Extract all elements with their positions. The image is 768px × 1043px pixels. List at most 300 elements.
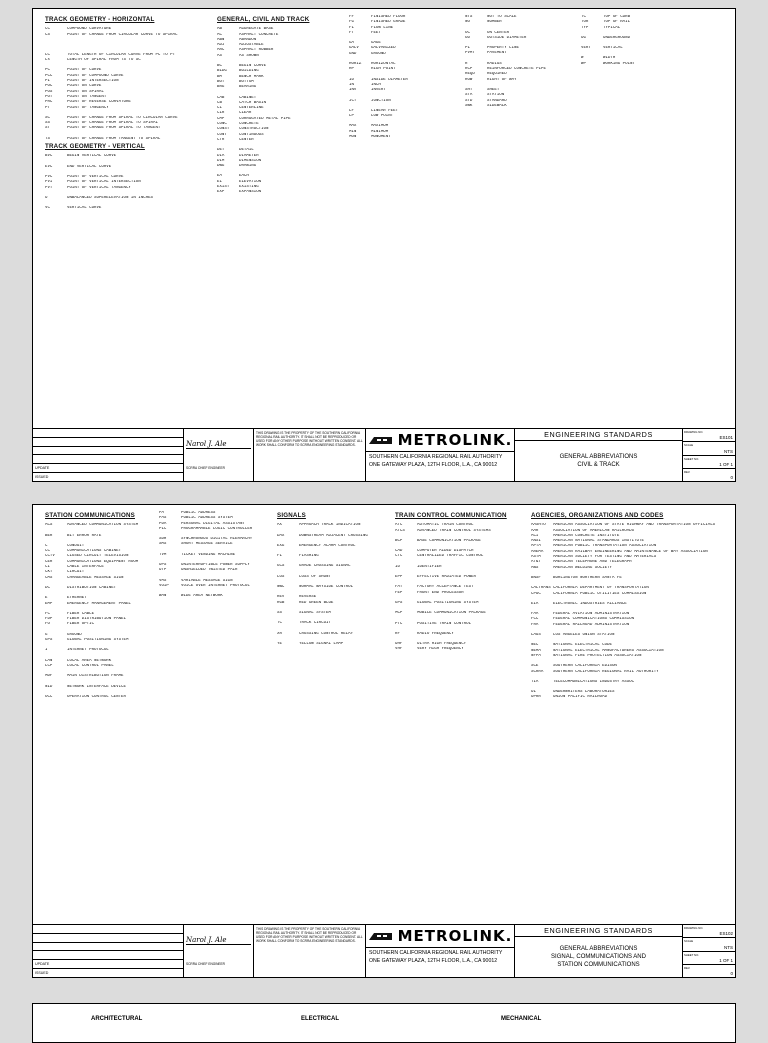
abbreviation-code: CLR <box>217 111 225 116</box>
abbreviation-code: AREMA <box>531 549 544 554</box>
abbreviation-row <box>349 135 461 140</box>
abbreviation-definition: EMERGENCY ALARM CONTROL <box>299 543 356 548</box>
abbreviation-code: EXP <box>217 190 225 195</box>
abbreviation-definition: AMERICAN RAILWAY ENGINEERING AND MAINTENANCE OF WAY ASSOCIATION <box>553 549 708 554</box>
abbreviation-code: LCP <box>45 663 53 668</box>
abbreviation-definition: VOICE OVER INTERNET PROTOCOL <box>181 583 250 588</box>
authority-name: SOUTHERN CALIFORNIA REGIONAL RAIL AUTHORITY <box>369 454 503 460</box>
abbreviation-code: OCC <box>45 694 53 699</box>
abbreviation-code: DIM <box>217 158 225 163</box>
signature-caption: SCRRA CHIEF ENGINEER <box>186 466 225 471</box>
abbreviation-definition: AMERICAN CONCRETE INSTITUTE <box>553 533 620 538</box>
abbreviation-code: ATCS <box>395 528 405 533</box>
abbreviation-code: EPP <box>395 575 403 580</box>
abbreviation-code: NEMA <box>531 648 541 653</box>
abbreviation-code: FCC <box>531 617 539 622</box>
abbreviation-code: FL <box>277 554 282 559</box>
abbreviation-code: AX <box>277 523 282 528</box>
abbreviation-definition: TOP OF RAIL <box>603 20 631 25</box>
abbreviation-code: EXG <box>277 543 285 548</box>
abbreviation-code: WP <box>581 61 586 66</box>
abbreviation-row <box>349 99 461 104</box>
drawing-number: ES101 <box>719 435 733 441</box>
abbreviation-code: G <box>45 632 48 637</box>
abbreviation-row <box>45 602 155 607</box>
abbreviation-row <box>531 566 727 571</box>
abbreviation-definition: SOUTHERN CALIFORNIA EDISON <box>553 664 617 669</box>
meta-label: DRAWING NO. <box>684 926 704 930</box>
abbreviation-code: ATC <box>395 523 403 528</box>
abbreviation-code: EMP <box>45 601 53 606</box>
abbreviation-row <box>349 52 461 57</box>
abbreviation-code: ANSI <box>531 539 541 544</box>
section-heading: STATION COMMUNICATIONS <box>45 512 135 519</box>
abbreviation-definition: IDENTIFIER <box>417 564 442 569</box>
sheet-of: 1 OF 1 <box>719 957 733 963</box>
abbreviation-row <box>159 584 271 589</box>
abbreviation-definition: POINT OF VERTICAL TANGENCY <box>67 185 131 190</box>
abbreviation-definition: NATIONAL FIRE PROTECTION ASSOCIATION <box>553 653 642 658</box>
drawing-number: ES102 <box>719 931 733 937</box>
abbreviation-code: NO <box>465 20 470 25</box>
abbreviation-definition: PROGRAMMABLE LOGIC CONTROLLER <box>181 526 253 531</box>
revision-line: UPDATE <box>33 464 183 473</box>
column-agencies-organizations-codes <box>531 511 727 701</box>
abbreviation-definition: SHORT MESSAGE SERVICE <box>181 542 233 547</box>
abbreviation-code: ABN <box>217 37 225 42</box>
abbreviation-code: FAT <box>395 585 403 590</box>
standards-label: ENGINEERING STANDARDS <box>515 429 682 441</box>
abbreviation-code: SS <box>45 121 50 126</box>
abbreviation-code: STA <box>465 93 473 98</box>
abbreviation-code: ID <box>395 564 400 569</box>
abbreviation-code: NTS <box>465 15 473 19</box>
revision-line <box>33 951 183 960</box>
abbreviation-code: DC <box>45 585 50 590</box>
abbreviation-definition: APPROACH TRACK INDICATION <box>299 523 361 528</box>
abbreviation-code: VERT <box>581 46 591 51</box>
abbreviation-definition: FIBER CABLE <box>67 611 95 616</box>
abbreviation-code: APTA <box>531 544 541 549</box>
abbreviation-row <box>277 523 389 528</box>
signature-block <box>184 429 254 481</box>
abbreviation-definition: OPERATION CONTROL CENTER <box>67 694 126 699</box>
abbreviation-code: BOT <box>217 79 225 84</box>
abbreviation-row <box>465 104 575 109</box>
abbreviation-code: POC <box>45 84 53 89</box>
heading-electrical: ELECTRICAL <box>301 1016 339 1022</box>
abbreviation-definition: FACTORY ACCEPTANCE TEST <box>417 585 474 590</box>
abbreviation-code: TVM <box>159 552 167 557</box>
abbreviation-code: UHF <box>395 642 403 647</box>
abbreviation-code: CMP <box>217 116 225 121</box>
abbreviation-definition: POINT OF VERTICAL INTERSECTION <box>67 180 141 185</box>
sheet-meta <box>683 429 735 481</box>
abbreviation-code: CL <box>217 106 222 111</box>
abbreviation-definition: RIGHT OF WAY <box>487 77 517 82</box>
abbreviation-definition: CENTER <box>239 137 254 142</box>
abbreviation-code: HP <box>349 67 354 72</box>
abbreviation-code: ACS <box>45 523 53 528</box>
abbreviation-code: PI <box>45 79 50 84</box>
abbreviation-code: GND <box>349 51 357 56</box>
abbreviation-code: PT <box>45 105 50 110</box>
abbreviation-definition: RADIO FREQUENCY <box>417 631 454 636</box>
abbreviation-definition: CENTRALIZED TRAFFIC CONTROL <box>417 554 484 559</box>
abbreviation-code: JCT <box>349 98 357 103</box>
abbreviation-row <box>465 20 575 25</box>
abbreviation-definition: POINT OF CHANGE FROM CIRCULAR CURVE TO SPIRAL <box>67 32 178 37</box>
abbreviation-code: SHT <box>465 87 473 92</box>
title-block <box>33 428 735 481</box>
abbreviation-definition: POINT OF CHANGE FROM SPIRAL TO CIRCULAR CURVE <box>67 115 178 120</box>
abbreviation-code: E <box>45 596 48 601</box>
abbreviation-definition: VERY HIGH FREQUENCY <box>417 647 464 652</box>
abbreviation-definition: INCH <box>371 82 381 87</box>
meta-label: DRAWING NO. <box>684 430 704 434</box>
abbreviation-code: BLDG <box>217 69 227 74</box>
abbreviation-code: ARC <box>217 48 225 53</box>
abbreviation-code: IN <box>349 82 354 87</box>
abbreviation-row <box>45 534 155 539</box>
abbreviation-code: CPUC <box>531 591 541 596</box>
abbreviation-code: UTP <box>159 568 167 573</box>
abbreviation-definition: ELECTRONIC INDUSTRIES ALLIANCE <box>553 601 627 606</box>
abbreviation-definition: CONTINUOUS <box>239 132 264 137</box>
abbreviation-code: PC <box>45 68 50 73</box>
abbreviation-definition: GALVANIZED <box>371 46 396 51</box>
abbreviation-definition: TOTAL LENGTH OF CIRCULAR CURVE FROM PC TO PT <box>67 52 176 57</box>
abbreviation-row <box>277 534 389 539</box>
abbreviation-row <box>45 674 155 679</box>
abbreviation-code: CKT <box>45 570 53 575</box>
abbreviation-code: CER <box>45 559 53 564</box>
sheet-meta <box>683 925 735 977</box>
abbreviation-definition: BENCH MARK <box>239 74 264 79</box>
abbreviation-code: TS <box>45 136 50 141</box>
abbreviation-code: AC <box>217 32 222 37</box>
abbreviation-row <box>45 106 211 111</box>
abbreviation-code: GCS <box>277 564 285 569</box>
abbreviation-row <box>45 664 155 669</box>
heading-architectural: ARCHITECTURAL <box>91 1016 143 1022</box>
abbreviation-definition: LINEAR FEET <box>371 108 399 113</box>
abbreviation-code: RGB <box>277 600 285 605</box>
scale-value: NTS <box>724 944 733 950</box>
sheet-title-line: STATION COMMUNICATIONS <box>557 962 640 968</box>
abbreviation-definition: GAGE <box>371 41 381 46</box>
column-station-communications <box>45 511 155 700</box>
abbreviation-row <box>277 642 389 647</box>
abbreviation-definition: BEGIN CURVE <box>239 64 267 69</box>
abbreviation-row <box>277 611 389 616</box>
section-heading: TRACK GEOMETRY - VERTICAL <box>45 143 145 151</box>
abbreviation-code: LP <box>349 114 354 119</box>
abbreviation-definition: YELLOW SIGNAL LAMP <box>299 641 344 646</box>
abbreviation-definition: GRADE CROSSING SIGNAL <box>299 564 351 569</box>
abbreviation-definition: ADJUSTABLE <box>239 43 264 48</box>
abbreviation-definition: BOTTOM <box>239 79 254 84</box>
abbreviation-code: EVC <box>45 164 53 169</box>
abbreviation-code: NEC <box>531 643 539 648</box>
revision-number: 0 <box>730 971 733 976</box>
abbreviation-code: XR <box>277 631 282 636</box>
abbreviation-row <box>45 576 155 581</box>
abbreviation-row <box>395 622 525 627</box>
abbreviation-code: C <box>45 543 48 548</box>
revision-line: ISSUED <box>35 475 49 480</box>
abbreviation-code: CC <box>45 549 50 554</box>
revision-line <box>33 455 183 464</box>
abbreviation-code: REV <box>277 595 285 600</box>
abbreviation-definition: GROUND <box>371 51 386 56</box>
abbreviation-definition: MINIMUM <box>371 129 389 134</box>
abbreviation-definition: CONSTRUCTION <box>239 127 269 132</box>
abbreviation-row <box>531 670 727 675</box>
revision-line <box>33 438 183 447</box>
revision-line <box>33 429 183 438</box>
abbreviation-definition: GLOBAL POSITIONING SYSTEM <box>67 638 129 643</box>
abbreviation-code: PRC <box>45 100 53 105</box>
abbreviation-definition: NATIONAL ELECTRICAL CODE <box>553 643 612 648</box>
abbreviation-code: BVC <box>45 154 53 159</box>
abbreviation-code: CC <box>45 27 50 32</box>
abbreviation-definition: REINFORCED CONCRETE PIPE <box>487 67 546 72</box>
abbreviation-definition: SIDEWALK <box>487 103 507 108</box>
abbreviation-body <box>45 511 729 921</box>
drawing-sheet-signal-communications <box>32 504 736 978</box>
abbreviation-code: BCP <box>395 538 403 543</box>
section-heading: TRACK GEOMETRY - HORIZONTAL <box>45 16 155 23</box>
abbreviation-definition: PUBLIC ADDRESS <box>181 511 216 515</box>
abbreviation-row <box>581 36 727 41</box>
abbreviation-row <box>277 544 389 549</box>
abbreviation-definition: FEET <box>371 30 381 35</box>
drawing-notes: THIS DRAWING IS THE PROPERTY OF THE SOUTHERN CALIFORNIA REGIONAL RAIL AUTHORITY. IT SHALL NOT BE REPRODUCED OR USED FOR ANY OTHER PURPOSE WITHOUT WRITTEN CONSENT. ALL WORK SHALL CONFORM TO SCRRA ENGINEERING STANDARDS. <box>254 429 366 481</box>
column-track-geometry <box>45 15 211 211</box>
abbreviation-definition: ULTRA HIGH FREQUENCY <box>417 642 467 647</box>
abbreviation-definition: MONUMENT <box>371 135 391 140</box>
abbreviation-definition: POINT OF CURVE <box>67 68 102 73</box>
abbreviation-definition: FINISHED GRADE <box>371 20 406 25</box>
abbreviation-row <box>159 527 271 532</box>
logo-block <box>366 429 515 481</box>
revision-line <box>33 447 183 456</box>
abbreviation-definition: UNDERWRITERS LABORATORIES <box>553 690 615 695</box>
abbreviation-row <box>45 137 211 142</box>
abbreviation-definition: GROUND <box>67 632 82 637</box>
abbreviation-row <box>531 680 727 685</box>
abbreviation-definition: POINT OF CHANGE FROM SPIRAL TO TANGENT <box>67 126 161 131</box>
abbreviation-definition: AMERICAN TELEPHONE AND TELEGRAPH <box>553 560 632 565</box>
abbreviation-definition: PERSONAL DIGITAL ASSISTANT <box>181 521 245 526</box>
abbreviation-definition: CONDUIT <box>67 543 85 548</box>
revision-table <box>33 925 184 977</box>
revision-table <box>33 429 184 481</box>
abbreviation-definition: POINT OF TANGENCY <box>67 105 109 110</box>
abbreviation-row <box>217 85 345 90</box>
abbreviation-definition: TOP OF CURB <box>603 15 631 19</box>
abbreviation-definition: VERTICAL CURVE <box>67 206 102 211</box>
abbreviation-code: CAB <box>217 95 225 100</box>
abbreviation-row <box>349 31 461 36</box>
abbreviation-row <box>395 529 525 534</box>
abbreviation-definition: AGGREGATE BASE <box>239 27 274 32</box>
abbreviation-row <box>581 26 727 31</box>
abbreviation-definition: MAXIMUM <box>371 124 389 129</box>
abbreviation-definition: RED GREEN BLUE <box>299 600 334 605</box>
revision-number: 0 <box>730 475 733 480</box>
abbreviation-code: HORIZ <box>349 62 362 67</box>
abbreviation-row <box>277 585 389 590</box>
abbreviation-definition: SHEET <box>487 87 500 92</box>
abbreviation-code: SCRRA <box>531 669 544 674</box>
abbreviation-code: UL <box>531 690 536 695</box>
abbreviation-definition: FEDERAL AVIATION ADMINISTRATION <box>553 612 630 617</box>
abbreviation-code: TOR <box>581 20 589 25</box>
abbreviation-code: PA <box>159 511 164 515</box>
abbreviation-code: FF <box>349 15 354 19</box>
abbreviation-code: DAX <box>277 533 285 538</box>
abbreviation-code: GPS <box>395 600 403 605</box>
abbreviation-code: GALV <box>349 46 359 51</box>
column-general-civil-track-3 <box>465 15 575 109</box>
abbreviation-code: GPS <box>45 638 53 643</box>
abbreviation-code: CALTRANS <box>531 586 551 591</box>
abbreviation-definition: CORRUGATED METAL PIPE <box>239 116 291 121</box>
abbreviation-row <box>531 695 727 700</box>
abbreviation-row <box>277 554 389 559</box>
abbreviation-definition: FIBER OPTIC <box>67 622 95 627</box>
abbreviation-code: AASHTO <box>531 523 546 528</box>
abbreviation-code: PDA <box>159 521 167 526</box>
section-heading: SIGNALS <box>277 512 306 519</box>
sheet-title-line: CIVIL & TRACK <box>577 462 620 468</box>
abbreviation-definition: MOBILE COMMUNICATION PACKAGE <box>417 611 486 616</box>
abbreviation-code: TIA <box>531 679 539 684</box>
abbreviation-code: DET <box>217 148 225 153</box>
abbreviation-code: VOIP <box>159 583 169 588</box>
abbreviation-code: SC <box>45 115 50 120</box>
abbreviation-definition: REQUIRED <box>487 72 507 77</box>
abbreviation-code: SDH <box>159 537 167 542</box>
abbreviation-definition: POINT OF CHANGE FROM TANGENT TO SPIRAL <box>67 136 161 141</box>
signature: Narol J. Ale <box>186 440 251 449</box>
abbreviation-definition: ETHERNET <box>67 596 87 601</box>
abbreviation-code: VHF <box>395 647 403 652</box>
abbreviation-definition: HIGH POINT <box>371 67 396 72</box>
abbreviation-code: BM <box>217 74 222 79</box>
abbreviation-row <box>395 611 525 616</box>
abbreviation-code: PAS <box>159 516 167 521</box>
abbreviation-definition: INTERNET PROTOCOL <box>67 648 109 653</box>
abbreviation-code: R <box>465 61 468 66</box>
abbreviation-code: MIN <box>349 129 357 134</box>
abbreviation-row <box>395 554 525 559</box>
abbreviation-code: CI <box>45 565 50 570</box>
abbreviation-code: PCC <box>45 73 53 78</box>
abbreviation-definition: ABANDON <box>239 37 257 42</box>
abbreviation-code: FRA <box>531 622 539 627</box>
abbreviation-code: TYP <box>581 25 589 30</box>
abbreviation-definition: TICKET VENDING MACHINE <box>181 552 236 557</box>
abbreviation-definition: WIDTH <box>603 56 616 61</box>
abbreviation-code: REQD <box>465 72 475 77</box>
abbreviation-definition: LOCAL AREA NETWORK <box>67 658 112 663</box>
abbreviation-row <box>531 602 727 607</box>
abbreviation-code: CAD <box>395 549 403 554</box>
abbreviation-code: LOS <box>277 574 285 579</box>
title-block <box>33 924 735 977</box>
scale-value: NTS <box>724 448 733 454</box>
abbreviation-definition: AS SHOWN <box>239 53 259 58</box>
abbreviation-definition: CATCH BASIN <box>239 100 267 105</box>
abbreviation-definition: BURLINGTON NORTHERN SANTA FE <box>553 575 622 580</box>
abbreviation-definition: ON CENTER <box>487 30 510 35</box>
sheet-title-block <box>515 429 683 481</box>
abbreviation-row <box>349 88 461 93</box>
abbreviation-code: CTR <box>217 137 225 142</box>
abbreviation-definition: AMERICAN NATIONAL STANDARDS INSTITUTE <box>553 539 644 544</box>
abbreviation-code: MCP <box>395 611 403 616</box>
abbreviation-code: FT <box>349 30 354 35</box>
abbreviation-definition: FEDERAL COMMUNICATIONS COMMISSION <box>553 617 635 622</box>
section-heading: TRAIN CONTROL COMMUNICATION <box>395 512 507 519</box>
abbreviation-definition: POINT OF INTERSECTION <box>67 79 119 84</box>
abbreviation-definition: BIT ERROR RATE <box>67 533 102 538</box>
abbreviation-definition: MAIN DISTRIBUTION FRAME <box>67 674 124 679</box>
abbreviation-code: ASTM <box>531 555 541 560</box>
abbreviation-definition: COMPUTER AIDED DISPATCH <box>417 549 474 554</box>
abbreviation-definition: JUNCTION <box>371 98 391 103</box>
abbreviation-definition: AMERICAN SOCIETY FOR TESTING AND MATERIALS <box>553 555 657 560</box>
abbreviation-definition: CABLE INTERFACE <box>67 565 104 570</box>
abbreviation-code: FAA <box>531 612 539 617</box>
abbreviation-definition: BASE COMMUNICATION PACKAGE <box>417 538 481 543</box>
abbreviation-code: TC <box>277 621 282 626</box>
abbreviation-definition: FINISHED FLOOR <box>371 15 406 19</box>
signature-block <box>184 925 254 977</box>
meta-label: REV. <box>684 965 691 970</box>
abbreviation-row <box>45 586 155 591</box>
abbreviation-definition: LOW POINT <box>371 114 394 119</box>
abbreviation-definition: CROSSING CONTROL RELAY <box>299 631 354 636</box>
abbreviation-code: ROW <box>465 77 473 82</box>
abbreviation-row <box>465 36 575 41</box>
abbreviation-row <box>159 568 271 573</box>
abbreviation-definition: FRONT END PROCESSOR <box>417 590 464 595</box>
abbreviation-code: LC <box>45 52 50 57</box>
authority-address: ONE GATEWAY PLAZA, 12TH FLOOR, L.A., CA 90012 <box>369 461 498 468</box>
revision-line <box>33 943 183 952</box>
abbreviation-definition: BEGIN VERTICAL CURVE <box>67 154 117 159</box>
abbreviation-code: UPRR <box>531 695 541 700</box>
abbreviation-definition: COMMUNICATIONS EQUIPMENT ROOM <box>67 559 139 564</box>
abbreviation-code: BER <box>45 533 53 538</box>
abbreviation-code: TC <box>581 15 586 19</box>
abbreviation-code: BRG <box>217 85 225 90</box>
abbreviation-definition: EMERGENCY MANAGEMENT PANEL <box>67 601 131 606</box>
standards-label: ENGINEERING STANDARDS <box>515 925 682 937</box>
abbreviation-definition: EXISTING <box>239 185 259 190</box>
abbreviation-row <box>217 164 345 169</box>
metrolink-logo: METROLINK. <box>397 431 513 449</box>
abbreviation-definition: POINT ON CURVE <box>67 84 102 89</box>
abbreviation-code: NID <box>45 684 53 689</box>
abbreviation-definition: DISTRIBUTION CABINET <box>67 585 117 590</box>
abbreviation-definition: VARIABLE MESSAGE SIGN <box>181 578 233 583</box>
abbreviation-code: YE <box>277 641 282 646</box>
